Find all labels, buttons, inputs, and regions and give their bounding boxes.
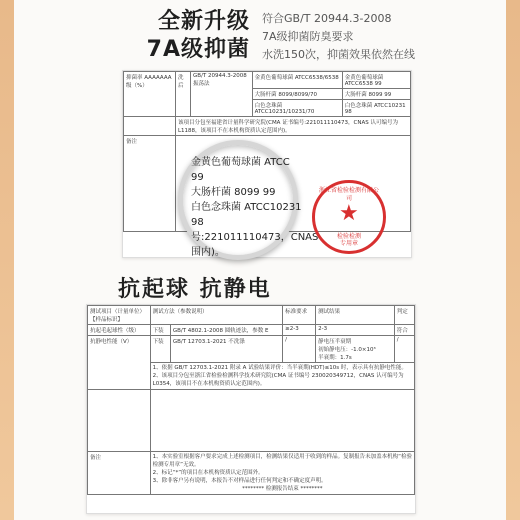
table-header-row [88,306,415,325]
standard-line-2: 7A级抑菌防臭要求 [262,30,354,43]
footnote-line: 1、依据 GB/T 12703.1-2021 附录 A 试验结果评价：当半衰期(HDT)≤10s 时，表示具有抗静电性能。 [152,365,407,371]
report-end-line: ******** 检测报告结束 ******** [242,486,323,492]
table-cell: / [283,336,316,363]
table-cell: / [394,336,414,363]
table-cell [150,363,414,390]
table-row [88,452,415,495]
section-title-pilling-antistatic: 抗起球 抗静电 [118,277,272,302]
table-cell [124,117,176,136]
table-cell: 2-3 [316,325,395,336]
pilling-antistatic-table [87,305,415,495]
table-cell: 备注 [124,136,176,232]
table-cell: 大肠杆菌 8099/8099/70 [252,89,342,100]
left-accent-bar [0,0,14,520]
table-cell: 白色念珠菌 ATCC10231/10231/70 [252,100,342,117]
table-cell: ≥2-3 [283,325,316,336]
remark-line: 2、标记“*”的项目在本机构资质认定范围外。 [152,470,264,476]
result-line: 初始静电压：-1.0×10³ [318,347,376,353]
official-seal-stamp [312,180,386,254]
magnifier-lens [178,140,319,260]
table-row [88,325,415,336]
seal-star-icon: ★ [339,201,359,226]
table-header-cell: 测试方法（参数说明） [150,306,283,325]
standard-line-3: 水洗150次，抑菌效果依然在线 [262,48,415,61]
table-cell: 符合 [394,325,414,336]
headline-line-2: 7A级抑菌 [146,37,250,62]
magnified-line: 大肠杆菌 8099 99 [191,187,276,198]
table-cell: 备注 [88,452,151,495]
table-row [88,336,415,363]
headline [130,8,250,64]
headline-line-1: 全新升级 [157,9,250,34]
remark-line: 1、本实验室根据客户要求完成上述检测项目，检测结果仅适用于收到的样品。复制报告未加盖本机构“检验检测专用章”无效。 [152,454,412,468]
magnified-text [191,155,318,260]
seal-bottom-line: 专用章 [339,240,358,247]
table-cell [316,336,395,363]
table-header-cell: 测试结果 [316,306,395,325]
seal-bottom-line: 检验检测 [336,233,361,240]
table-header-cell: 标准要求 [283,306,316,325]
table-cell: 白色念珠菌 ATCC10231 98 [342,100,410,117]
right-accent-bar [506,0,520,520]
seal-bottom-text [325,233,373,247]
table-cell: 下装 [150,336,170,363]
table-cell: 抑菌率 AAAAAAA 级（%） [124,72,176,117]
table-header-cell: 判定 [394,306,414,325]
magnified-line: 98 [191,217,204,228]
result-line: 半衰期：1.7s [318,355,352,361]
standard-line-1: 符合GB/T 20944.3-2008 [262,12,392,25]
magnified-line: 金黄色葡萄球菌 ATCC [191,157,290,168]
table-cell: 该项目分包至福建省计量科学研究院(CMA 证书编号:221011110473，CNAS 认可编号为 L1188，该项目不在本机构资质认定范围内)。 [175,117,410,136]
table-row [124,72,411,89]
seal-ring-text: 浙江省检验检测有限公司 [319,187,380,202]
table-cell: 大肠杆菌 8099 99 [342,89,410,100]
table-cell: GB/T 4802.1-2008 圆轨迹法，参数 E [170,325,282,336]
table-cell: 金黄色葡萄球菌 ATCC6538/6538 [252,72,342,89]
footnote-line: 2、该项目分包至浙江省检验检测科学技术研究院(CMA 证书编号 230020349712，CNAS 认可编号为 L0354，该项目不在本机构资质认定范围内)。 [152,373,404,387]
magnified-line: 99 [191,172,204,183]
table-cell: GB/T 12703.1-2021 不洗涤 [170,336,282,363]
table-cell: 抗静电性能（V） [88,336,151,390]
table-cell [150,390,414,452]
table-cell [150,452,414,495]
result-line: 静电压半衰期 [318,339,352,345]
standard-description [262,10,415,64]
table-row [88,390,415,452]
table-cell: 洗后 [175,72,190,117]
table-header-cell: 测试项目（计量单位）【样品标识】 [88,306,151,325]
table-cell: 抗起毛起球性（级） [88,325,151,336]
table-cell: 金黄色葡萄球菌 ATCC6538 99 [342,72,410,89]
magnified-line: 号:221011110473，CNAS [191,232,319,243]
pilling-antistatic-test-report [86,304,416,514]
remark-line: 3、除非客户另有说明，本报告不对样品进行任何判定和不确定度声明。 [152,478,327,484]
magnified-line: 白色念珠菌 ATCC10231 [191,202,302,213]
table-cell [88,390,151,452]
magnified-line: 围内)。 [191,247,225,258]
table-row [124,117,411,136]
table-cell: GB/T 20944.3-2008 振荡法 [191,72,253,117]
table-cell: 下装 [150,325,170,336]
